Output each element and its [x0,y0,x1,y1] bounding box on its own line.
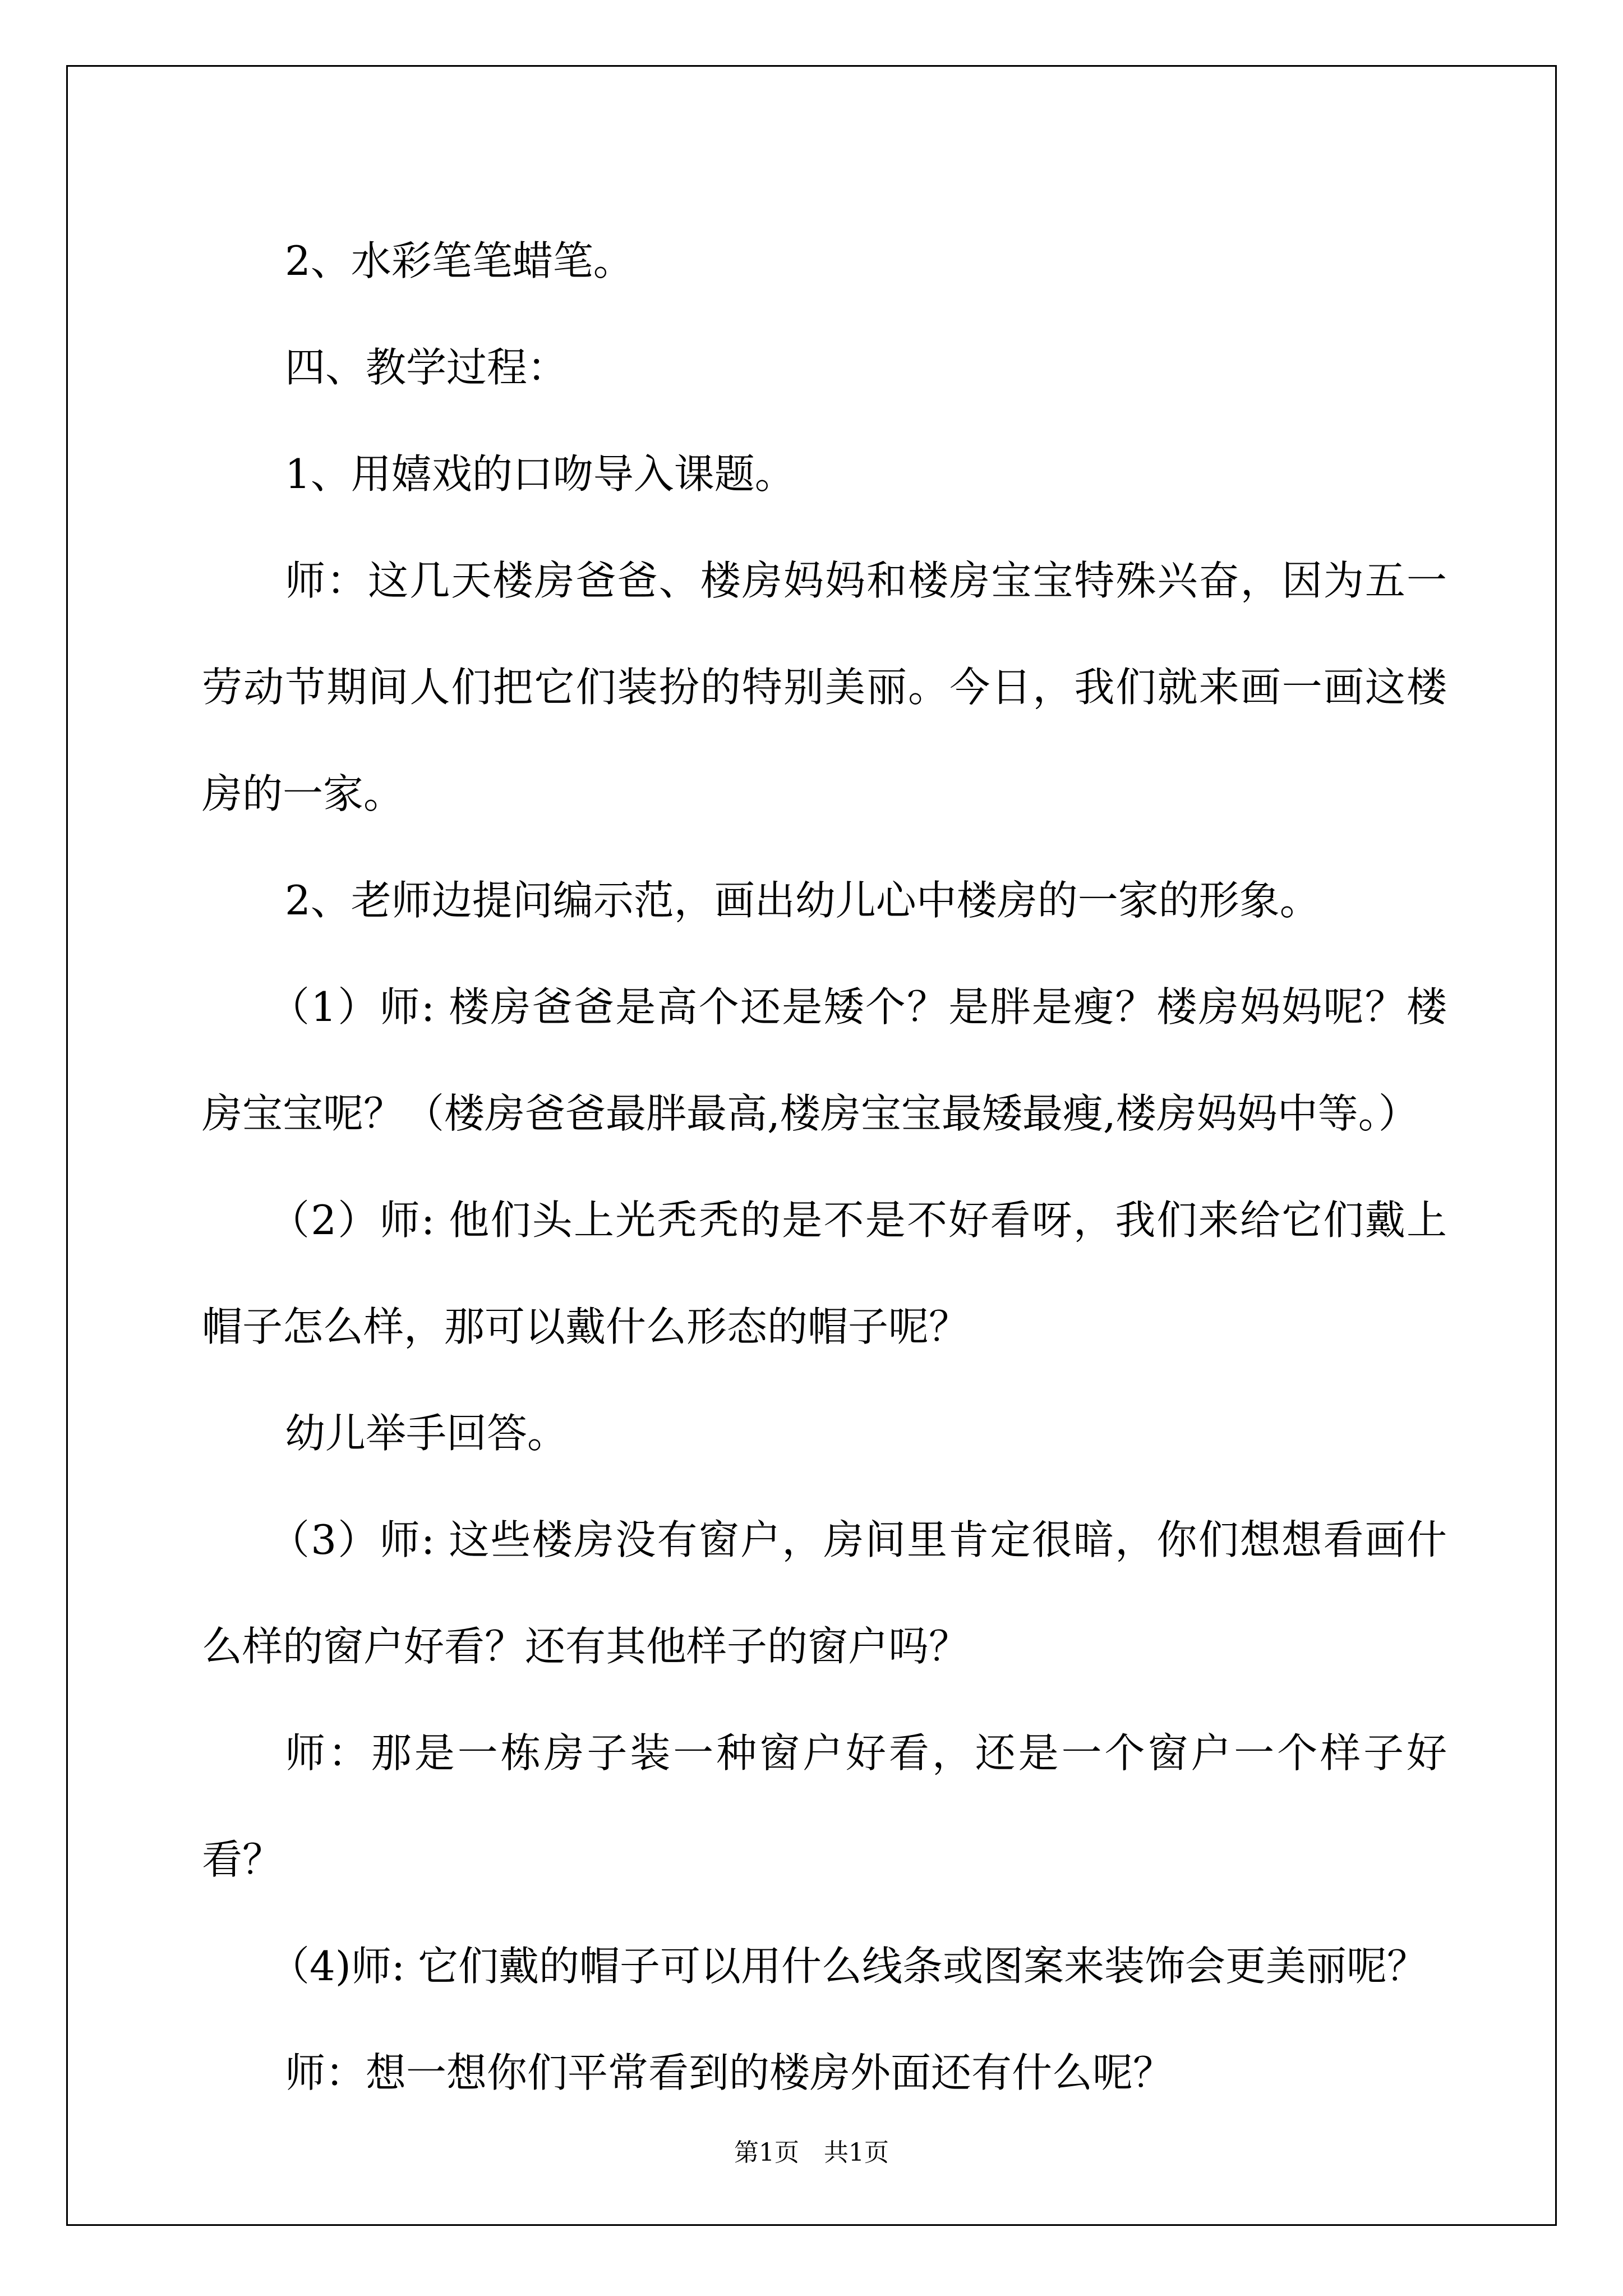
paragraph-materials: 2、水彩笔笔蜡笔。 [285,237,634,284]
paragraph-teacher-intro: 师：这几天楼房爸爸、楼房妈妈和楼房宝宝特殊兴奋，因为五一劳动节期间人们把它们装扮的特别美丽。今日，我们就来画一画这楼房的一家。 [202,557,1447,817]
paragraph-children-answer: 幼儿举手回答。 [285,1410,568,1457]
paragraph-question-3: （3）师: 这些楼房没有窗户，房间里肯定很暗，你们想想看画什么样的窗户好看？还有其他样子的窗户吗？ [202,1516,1447,1670]
page-number-footer: 第1页 共1页 [734,2138,889,2167]
paragraph-question-2: （2）师: 他们头上光秃秃的是不是不好看呀，我们来给它们戴上帽子怎么样，那可以戴什么形态的帽子呢？ [202,1197,1447,1350]
paragraph-step-2: 2、老师边提问编示范，画出幼儿心中楼房的一家的形象。 [285,877,1320,924]
paragraph-section-heading: 四、教学过程： [285,344,568,391]
document-body [202,208,1447,2126]
paragraph-question-1: （1）师: 楼房爸爸是高个还是矮个？是胖是瘦？楼房妈妈呢？楼房宝宝呢？（楼房爸爸最胖最高,楼房宝宝最矮最瘦,楼房妈妈中等。） [202,983,1447,1137]
paragraph-teacher-outside: 师：想一想你们平常看到的楼房外面还有什么呢？ [285,2049,1174,2096]
paragraph-teacher-windows: 师：那是一栋房子装一种窗户好看，还是一个窗户一个样子好看？ [202,1729,1447,1883]
paragraph-question-4: （4)师: 它们戴的帽子可以用什么线条或图案来装饰会更美丽呢？ [269,1943,1428,1990]
paragraph-step-1: 1、用嬉戏的口吻导入课题。 [285,450,795,498]
